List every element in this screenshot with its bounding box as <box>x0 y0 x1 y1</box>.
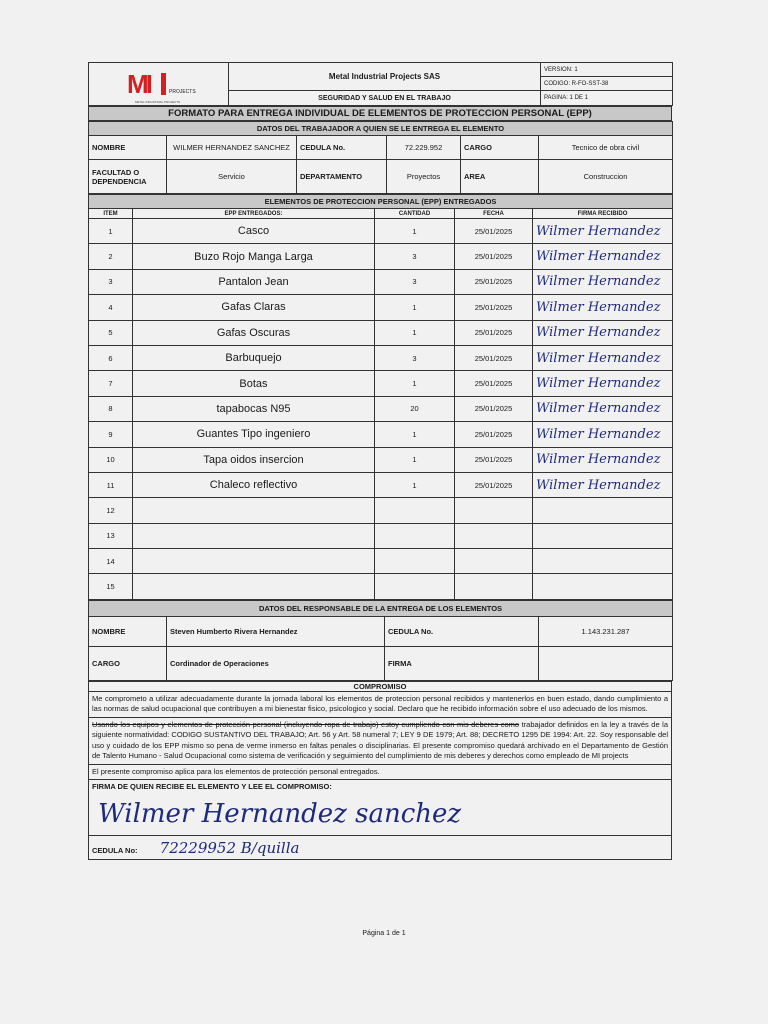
responsible-section <box>88 600 673 681</box>
compromiso-p1: Me comprometo a utilizar adecuadamente durante la jornada laboral los elementos de proteccion personal recibidos y mantenerlos en buen estado, dando cumplimiento a las normas de salud ocupacional que contribuyen a mi bienestar fisico, psicologico y social. Declaro que he recibido información sobre el uso adecuado de los mismos. <box>89 691 672 717</box>
row-firma <box>533 498 673 523</box>
row-firma: Wilmer Hernandez <box>533 269 673 294</box>
compromiso-title: COMPROMISO <box>89 681 672 691</box>
worker-cedula-label: CEDULA No. <box>297 136 387 160</box>
worker-section <box>88 121 673 194</box>
row-fecha: 25/01/2025 <box>455 472 533 497</box>
table-row <box>89 396 673 421</box>
table-row <box>89 447 673 472</box>
row-cantidad: 20 <box>375 396 455 421</box>
row-item: 1 <box>89 219 133 244</box>
table-row <box>89 574 673 599</box>
col-epp: EPP ENTREGADOS: <box>133 209 375 219</box>
row-epp: Tapa oidos insercion <box>133 447 375 472</box>
worker-cargo-value: Tecnico de obra civil <box>539 136 673 160</box>
row-item: 8 <box>89 396 133 421</box>
row-cantidad <box>375 549 455 574</box>
row-cantidad: 1 <box>375 422 455 447</box>
worker-nombre-value: WILMER HERNANDEZ SANCHEZ <box>167 136 297 160</box>
row-item: 15 <box>89 574 133 599</box>
row-cantidad <box>375 574 455 599</box>
company-logo <box>127 69 196 104</box>
row-fecha: 25/01/2025 <box>455 320 533 345</box>
worker-departamento-value: Proyectos <box>387 160 461 194</box>
table-row <box>89 345 673 370</box>
row-fecha: 25/01/2025 <box>455 447 533 472</box>
responsible-cargo-value: Cordinador de Operaciones <box>167 646 385 680</box>
receiver-cedula-label: CEDULA No: <box>92 845 138 855</box>
page-footer: Página 1 de 1 <box>362 930 406 937</box>
receiver-signature-box <box>89 780 672 836</box>
epp-section-title: ELEMENTOS DE PROTECCION PERSONAL (EPP) ENTREGADOS <box>89 195 673 209</box>
compromiso-p2-text: trabajador definidos en la ley a través de la siguiente normatividad: CODIGO SUSTANTIVO DEL TRABAJO; Art. 56 y Art. 58 numeral 7; LEY 9 DE 1979; Art. 88; DECRETO 1295 DE 1994: Art. 22. Soy responsable del uso y cuidado de los EPP mismo so pena de verme inmerso en faltas penales o disciplinarias. El presente compromiso quedará archivado en el Departamento de Gestión de Talento Humano - Salud Ocupacional como sistema de verificación y seguimiento del cumplimiento de mis deberes y derechos como empleado de MI projects <box>92 719 669 761</box>
row-epp: Buzo Rojo Manga Larga <box>133 244 375 269</box>
worker-cedula-value: 72.229.952 <box>387 136 461 160</box>
row-epp <box>133 523 375 548</box>
row-epp: Chaleco reflectivo <box>133 472 375 497</box>
row-item: 2 <box>89 244 133 269</box>
table-row <box>89 498 673 523</box>
receiver-firma-label: FIRMA DE QUIEN RECIBE EL ELEMENTO Y LEE EL COMPROMISO: <box>92 782 332 792</box>
row-firma: Wilmer Hernandez <box>533 295 673 320</box>
row-cantidad: 3 <box>375 269 455 294</box>
receiver-cedula-row <box>89 836 672 860</box>
row-cantidad: 1 <box>375 472 455 497</box>
row-fecha: 25/01/2025 <box>455 269 533 294</box>
receiver-cedula-hand: 72229952 B/quilla <box>159 838 300 857</box>
row-epp: Casco <box>133 219 375 244</box>
row-item: 10 <box>89 447 133 472</box>
main-title-table <box>88 106 672 121</box>
row-firma: Wilmer Hernandez <box>533 219 673 244</box>
row-cantidad <box>375 523 455 548</box>
table-row <box>89 472 673 497</box>
row-epp <box>133 498 375 523</box>
row-epp: tapabocas N95 <box>133 396 375 421</box>
row-item: 11 <box>89 472 133 497</box>
responsible-cargo-label: CARGO <box>89 646 167 680</box>
table-row <box>89 523 673 548</box>
row-item: 7 <box>89 371 133 396</box>
row-epp <box>133 574 375 599</box>
row-fecha: 25/01/2025 <box>455 371 533 396</box>
table-row <box>89 422 673 447</box>
responsible-cedula-label: CEDULA No. <box>385 616 539 646</box>
row-item: 5 <box>89 320 133 345</box>
logo-mark: MI <box>127 69 150 99</box>
row-fecha: 25/01/2025 <box>455 219 533 244</box>
logo-projects-text: PROJECTS <box>169 89 196 95</box>
row-item: 4 <box>89 295 133 320</box>
logo-tagline: METAL INDUSTRIAL PROJECTS <box>135 100 181 104</box>
row-cantidad: 1 <box>375 295 455 320</box>
department-name: SEGURIDAD Y SALUD EN EL TRABAJO <box>229 91 541 106</box>
col-fecha: FECHA <box>455 209 533 219</box>
worker-nombre-label: NOMBRE <box>89 136 167 160</box>
table-row <box>89 219 673 244</box>
logo-cell <box>89 63 229 106</box>
worker-facultad-value: Servicio <box>167 160 297 194</box>
code-label: CODIGO: R-FO-SST-38 <box>541 77 673 91</box>
responsible-section-title: DATOS DEL RESPONSABLE DE LA ENTREGA DE LOS ELEMENTOS <box>89 600 673 616</box>
row-fecha: 25/01/2025 <box>455 345 533 370</box>
row-epp: Pantalon Jean <box>133 269 375 294</box>
col-item: ITEM <box>89 209 133 219</box>
row-cantidad: 3 <box>375 345 455 370</box>
form-header <box>88 62 673 106</box>
row-firma: Wilmer Hernandez <box>533 472 673 497</box>
row-item: 14 <box>89 549 133 574</box>
row-firma <box>533 523 673 548</box>
compromiso-p3: El presente compromiso aplica para los elementos de protección personal entregados. <box>89 764 672 780</box>
row-firma: Wilmer Hernandez <box>533 244 673 269</box>
row-firma: Wilmer Hernandez <box>533 447 673 472</box>
row-cantidad: 1 <box>375 447 455 472</box>
worker-section-title: DATOS DEL TRABAJADOR A QUIEN SE LE ENTREGA EL ELEMENTO <box>89 122 673 136</box>
company-name: Metal Industrial Projects SAS <box>229 63 541 91</box>
logo-bar <box>161 73 166 95</box>
epp-form <box>88 62 672 860</box>
receiver-signature: Wilmer Hernandez sanchez <box>98 799 462 830</box>
table-row <box>89 320 673 345</box>
main-title: FORMATO PARA ENTREGA INDIVIDUAL DE ELEMENTOS DE PROTECCION PERSONAL (EPP) <box>89 107 672 121</box>
row-fecha <box>455 549 533 574</box>
responsible-firma-box <box>539 646 673 680</box>
row-fecha: 25/01/2025 <box>455 244 533 269</box>
compromiso-p2-struck: Usando los equipos y elementos de protección personal (incluyendo ropa de trabajo) estoy cumpliendo con mis deberes como <box>92 719 520 729</box>
row-cantidad <box>375 498 455 523</box>
compromiso-p2 <box>89 717 672 764</box>
row-firma <box>533 549 673 574</box>
row-fecha: 25/01/2025 <box>455 422 533 447</box>
worker-area-label: AREA <box>461 160 539 194</box>
row-fecha: 25/01/2025 <box>455 295 533 320</box>
row-firma: Wilmer Hernandez <box>533 345 673 370</box>
table-row <box>89 549 673 574</box>
row-firma: Wilmer Hernandez <box>533 320 673 345</box>
table-row <box>89 371 673 396</box>
row-item: 3 <box>89 269 133 294</box>
row-firma <box>533 574 673 599</box>
row-item: 9 <box>89 422 133 447</box>
responsible-firma-label: FIRMA <box>385 646 539 680</box>
row-firma: Wilmer Hernandez <box>533 422 673 447</box>
row-firma: Wilmer Hernandez <box>533 396 673 421</box>
row-cantidad: 3 <box>375 244 455 269</box>
row-epp: Guantes Tipo ingeniero <box>133 422 375 447</box>
worker-area-value: Construccion <box>539 160 673 194</box>
row-fecha <box>455 574 533 599</box>
epp-rows <box>89 219 673 600</box>
version-label: VERSION: 1 <box>541 63 673 77</box>
responsible-nombre-label: NOMBRE <box>89 616 167 646</box>
table-row <box>89 295 673 320</box>
row-item: 12 <box>89 498 133 523</box>
col-cantidad: CANTIDAD <box>375 209 455 219</box>
epp-table <box>88 194 673 600</box>
worker-facultad-label: FACULTAD O DEPENDENCIA <box>89 160 167 194</box>
page-label: PAGINA: 1 DE 1 <box>541 91 673 106</box>
row-item: 13 <box>89 523 133 548</box>
worker-cargo-label: CARGO <box>461 136 539 160</box>
table-row <box>89 244 673 269</box>
row-cantidad: 1 <box>375 371 455 396</box>
row-fecha <box>455 498 533 523</box>
responsible-cedula-value: 1.143.231.287 <box>539 616 673 646</box>
row-epp <box>133 549 375 574</box>
worker-departamento-label: DEPARTAMENTO <box>297 160 387 194</box>
responsible-nombre-value: Steven Humberto Rivera Hernandez <box>167 616 385 646</box>
row-epp: Gafas Claras <box>133 295 375 320</box>
row-fecha: 25/01/2025 <box>455 396 533 421</box>
col-firma: FIRMA RECIBIDO <box>533 209 673 219</box>
row-epp: Gafas Oscuras <box>133 320 375 345</box>
row-fecha <box>455 523 533 548</box>
row-epp: Botas <box>133 371 375 396</box>
compromiso-section <box>88 681 672 861</box>
row-firma: Wilmer Hernandez <box>533 371 673 396</box>
row-cantidad: 1 <box>375 320 455 345</box>
table-row <box>89 269 673 294</box>
row-cantidad: 1 <box>375 219 455 244</box>
row-item: 6 <box>89 345 133 370</box>
row-epp: Barbuquejo <box>133 345 375 370</box>
